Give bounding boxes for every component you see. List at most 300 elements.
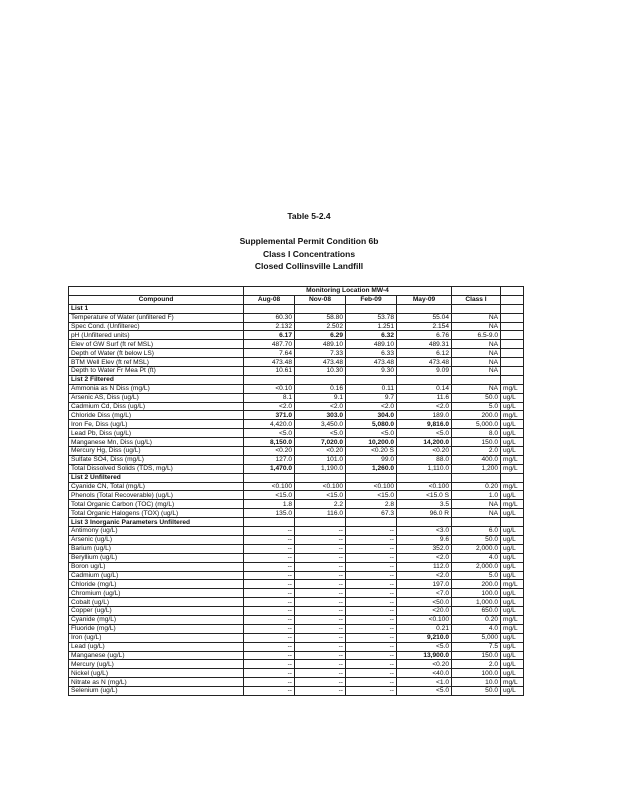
empty-cell — [397, 375, 452, 384]
unit-cell: ug/L — [501, 509, 524, 518]
compound-cell: Chloride (mg/L) — [69, 580, 244, 589]
value-cell: -- — [295, 544, 346, 553]
value-cell: <2.0 — [346, 402, 397, 411]
compound-cell: Cobalt (ug/L) — [69, 598, 244, 607]
unit-cell: ug/L — [501, 420, 524, 429]
value-cell: 10.0 — [452, 678, 501, 687]
unit-cell: ug/L — [501, 687, 524, 696]
column-header-row — [69, 295, 524, 304]
table-row — [69, 384, 524, 393]
value-cell: -- — [346, 669, 397, 678]
subtitle-line-1: Supplemental Permit Condition 6b — [239, 236, 379, 246]
value-cell: 303.0 — [295, 411, 346, 420]
compound-cell: Elev of GW Surf (ft ref MSL) — [69, 340, 244, 349]
value-cell: 9.30 — [346, 367, 397, 376]
table-row — [69, 562, 524, 571]
value-cell: <5.0 — [397, 687, 452, 696]
value-cell: <0.20 — [397, 447, 452, 456]
value-cell: 473.48 — [295, 358, 346, 367]
unit-cell: ug/L — [501, 553, 524, 562]
value-cell: -- — [244, 615, 295, 624]
value-cell: <0.100 — [397, 482, 452, 491]
value-cell: 9,210.0 — [397, 633, 452, 642]
value-cell: 5.0 — [452, 571, 501, 580]
value-cell: 4.0 — [452, 553, 501, 562]
unit-cell: ug/L — [501, 447, 524, 456]
value-cell: 473.48 — [244, 358, 295, 367]
unit-cell — [501, 340, 524, 349]
value-cell: 8.0 — [452, 429, 501, 438]
unit-cell: ug/L — [501, 589, 524, 598]
value-cell: 9.09 — [397, 367, 452, 376]
value-cell: <7.0 — [397, 589, 452, 598]
value-cell: <2.0 — [397, 571, 452, 580]
value-cell: 473.48 — [397, 358, 452, 367]
value-cell: 9.6 — [397, 535, 452, 544]
empty-cell — [397, 473, 452, 482]
value-cell: -- — [346, 607, 397, 616]
value-cell: <40.0 — [397, 669, 452, 678]
subtitle-line-2: Class I Concentrations — [262, 249, 356, 259]
value-cell: <0.100 — [295, 482, 346, 491]
compound-cell: Total Organic Halogens (TOX) (ug/L) — [69, 509, 244, 518]
compound-cell: Cadmium Cd, Diss (ug/L) — [69, 402, 244, 411]
unit-cell: ug/L — [501, 429, 524, 438]
empty-cell — [244, 518, 295, 527]
value-cell: <20.0 — [397, 607, 452, 616]
table-row — [69, 669, 524, 678]
value-cell: <0.20 — [397, 660, 452, 669]
value-cell: -- — [295, 607, 346, 616]
value-cell: <2.0 — [295, 402, 346, 411]
unit-cell — [501, 331, 524, 340]
value-cell: -- — [295, 660, 346, 669]
value-cell: -- — [346, 660, 397, 669]
unit-cell: ug/L — [501, 535, 524, 544]
value-cell: -- — [346, 544, 397, 553]
compound-cell: Phenols (Total Recoverable) (ug/L) — [69, 491, 244, 500]
table-row — [69, 527, 524, 536]
value-cell: 6.5-9.0 — [452, 331, 501, 340]
empty-cell — [295, 375, 346, 384]
value-cell: -- — [244, 562, 295, 571]
value-cell: -- — [346, 562, 397, 571]
value-cell: 5,080.0 — [346, 420, 397, 429]
value-cell: -- — [244, 598, 295, 607]
value-cell: -- — [295, 669, 346, 678]
value-cell: -- — [244, 624, 295, 633]
value-cell: 6.29 — [295, 331, 346, 340]
empty-cell — [397, 304, 452, 313]
table-row — [69, 367, 524, 376]
value-cell: -- — [244, 633, 295, 642]
value-cell: NA — [452, 358, 501, 367]
empty-cell — [501, 473, 524, 482]
value-cell: -- — [295, 589, 346, 598]
value-cell: 1,190.0 — [295, 464, 346, 473]
value-cell: NA — [452, 340, 501, 349]
value-cell: <5.0 — [346, 429, 397, 438]
value-cell: 1,000.0 — [452, 598, 501, 607]
value-cell: 58.80 — [295, 313, 346, 322]
table-row — [69, 633, 524, 642]
compound-cell: BTM Well Elev (ft ref MSL) — [69, 358, 244, 367]
table-row — [69, 642, 524, 651]
unit-cell: ug/L — [501, 669, 524, 678]
empty-cell — [346, 375, 397, 384]
empty-cell — [295, 518, 346, 527]
value-cell: <0.20 — [295, 447, 346, 456]
value-cell: 2.2 — [295, 500, 346, 509]
table-row — [69, 598, 524, 607]
unit-cell: mg/L — [501, 500, 524, 509]
table-row — [69, 500, 524, 509]
value-cell: 7,020.0 — [295, 438, 346, 447]
value-cell: -- — [295, 598, 346, 607]
value-cell: -- — [244, 589, 295, 598]
value-cell: -- — [244, 651, 295, 660]
value-cell: 50.0 — [452, 535, 501, 544]
compound-cell: Cyanide CN, Total (mg/L) — [69, 482, 244, 491]
value-cell: <50.0 — [397, 598, 452, 607]
empty-cell — [295, 473, 346, 482]
value-cell: 10.61 — [244, 367, 295, 376]
value-cell: -- — [346, 553, 397, 562]
empty-cell — [452, 518, 501, 527]
value-cell: 50.0 — [452, 393, 501, 402]
empty-cell — [501, 304, 524, 313]
compound-cell: Fluoride (mg/L) — [69, 624, 244, 633]
value-cell: NA — [452, 509, 501, 518]
value-cell: 2.502 — [295, 322, 346, 331]
table-row — [69, 455, 524, 464]
value-cell: -- — [244, 580, 295, 589]
value-cell: 135.0 — [244, 509, 295, 518]
value-cell: -- — [244, 687, 295, 696]
value-cell: -- — [346, 624, 397, 633]
table-row — [69, 624, 524, 633]
value-cell: -- — [295, 651, 346, 660]
value-cell: 304.0 — [346, 411, 397, 420]
value-cell: -- — [244, 571, 295, 580]
empty-cell — [452, 375, 501, 384]
table-row — [69, 402, 524, 411]
value-cell: 400.0 — [452, 455, 501, 464]
value-cell: 8,150.0 — [244, 438, 295, 447]
unit-cell: mg/L — [501, 678, 524, 687]
compound-cell: Boron ug/L) — [69, 562, 244, 571]
table-row — [69, 660, 524, 669]
value-cell: 189.0 — [397, 411, 452, 420]
value-cell: <15.0 — [244, 491, 295, 500]
table-row — [69, 553, 524, 562]
value-cell: 5.0 — [452, 402, 501, 411]
table-row — [69, 615, 524, 624]
value-cell: 4,420.0 — [244, 420, 295, 429]
value-cell: -- — [346, 571, 397, 580]
value-cell: 9,816.0 — [397, 420, 452, 429]
value-cell: <0.20 S — [346, 447, 397, 456]
table-row — [69, 358, 524, 367]
compound-cell: Depth to Water Fr Mea Pt (ft) — [69, 367, 244, 376]
col-header-nov-08: Nov-08 — [295, 295, 346, 304]
empty-cell — [346, 304, 397, 313]
unit-cell: ug/L — [501, 660, 524, 669]
value-cell: -- — [244, 527, 295, 536]
compound-cell: Lead (ug/L) — [69, 642, 244, 651]
value-cell: 0.20 — [452, 615, 501, 624]
table-row — [69, 393, 524, 402]
value-cell: <3.0 — [397, 527, 452, 536]
unit-cell: mg/L — [501, 455, 524, 464]
table-row — [69, 313, 524, 322]
unit-cell: ug/L — [501, 544, 524, 553]
value-cell: <0.100 — [244, 482, 295, 491]
compound-cell: Barium (ug/L) — [69, 544, 244, 553]
table-row — [69, 340, 524, 349]
unit-cell: mg/L — [501, 384, 524, 393]
section-label: List 2 Filtered — [69, 375, 244, 384]
value-cell: -- — [295, 571, 346, 580]
unit-cell: ug/L — [501, 651, 524, 660]
compound-cell: Beryllium (ug/L) — [69, 553, 244, 562]
value-cell: 55.04 — [397, 313, 452, 322]
value-cell: 1.251 — [346, 322, 397, 331]
compound-cell: Total Organic Carbon (TOC) (mg/L) — [69, 500, 244, 509]
section-label: List 1 — [69, 304, 244, 313]
empty-cell — [452, 304, 501, 313]
col-header-unit — [501, 295, 524, 304]
value-cell: 6.0 — [452, 527, 501, 536]
value-cell: 112.0 — [397, 562, 452, 571]
value-cell: 150.0 — [452, 438, 501, 447]
value-cell: -- — [295, 633, 346, 642]
table-row — [69, 678, 524, 687]
value-cell: 5,000.0 — [452, 420, 501, 429]
value-cell: -- — [295, 624, 346, 633]
table-row — [69, 482, 524, 491]
value-cell: -- — [346, 598, 397, 607]
table-row — [69, 331, 524, 340]
section-row — [69, 473, 524, 482]
value-cell: <5.0 — [397, 642, 452, 651]
value-cell: 2,000.0 — [452, 544, 501, 553]
compound-cell: Nickel (ug/L) — [69, 669, 244, 678]
value-cell: NA — [452, 349, 501, 358]
col-header-feb-09: Feb-09 — [346, 295, 397, 304]
compound-cell: Iron (ug/L) — [69, 633, 244, 642]
value-cell: <15.0 — [295, 491, 346, 500]
value-cell: -- — [295, 580, 346, 589]
compound-cell: Cadmium (ug/L) — [69, 571, 244, 580]
value-cell: -- — [346, 589, 397, 598]
value-cell: -- — [346, 678, 397, 687]
compound-cell: Antimony (ug/L) — [69, 527, 244, 536]
value-cell: 0.21 — [397, 624, 452, 633]
table-row — [69, 491, 524, 500]
unit-cell — [501, 358, 524, 367]
value-cell: -- — [346, 580, 397, 589]
table-row — [69, 447, 524, 456]
value-cell: -- — [295, 562, 346, 571]
value-cell: <2.0 — [397, 402, 452, 411]
compound-cell: Selenium (ug/L) — [69, 687, 244, 696]
value-cell: 53.78 — [346, 313, 397, 322]
value-cell: NA — [452, 322, 501, 331]
unit-cell: ug/L — [501, 571, 524, 580]
compound-cell: Arsenic AS, Diss (ug/L) — [69, 393, 244, 402]
value-cell: <5.0 — [244, 429, 295, 438]
value-cell: 150.0 — [452, 651, 501, 660]
value-cell: -- — [346, 527, 397, 536]
value-cell: 7.33 — [295, 349, 346, 358]
table-row — [69, 322, 524, 331]
table-row — [69, 607, 524, 616]
compound-cell: Chloride Diss (mg/L) — [69, 411, 244, 420]
compound-cell: Copper (ug/L) — [69, 607, 244, 616]
value-cell: 127.0 — [244, 455, 295, 464]
col-header-aug-08: Aug-08 — [244, 295, 295, 304]
table-row — [69, 535, 524, 544]
table-row — [69, 349, 524, 358]
value-cell: 0.11 — [346, 384, 397, 393]
compound-cell: Spec Cond. (Unfilterec) — [69, 322, 244, 331]
unit-cell: ug/L — [501, 491, 524, 500]
value-cell: <0.10 — [244, 384, 295, 393]
value-cell: -- — [295, 615, 346, 624]
value-cell: 8.1 — [244, 393, 295, 402]
value-cell: 489.10 — [295, 340, 346, 349]
empty-cell — [397, 518, 452, 527]
table-row — [69, 429, 524, 438]
empty-cell — [295, 304, 346, 313]
value-cell: 5,000 — [452, 633, 501, 642]
value-cell: 3,450.0 — [295, 420, 346, 429]
compound-cell: Lead Pb, Diss (ug/L) — [69, 429, 244, 438]
unit-cell: mg/L — [501, 482, 524, 491]
section-row — [69, 518, 524, 527]
value-cell: -- — [244, 678, 295, 687]
section-row — [69, 375, 524, 384]
value-cell: -- — [244, 553, 295, 562]
compound-cell: pH (Unfiltered units) — [69, 331, 244, 340]
value-cell: -- — [346, 687, 397, 696]
unit-cell — [501, 367, 524, 376]
value-cell: 96.0 R — [397, 509, 452, 518]
value-cell: -- — [295, 553, 346, 562]
value-cell: <15.0 S — [397, 491, 452, 500]
value-cell: 650.0 — [452, 607, 501, 616]
value-cell: <0.100 — [346, 482, 397, 491]
value-cell: -- — [295, 687, 346, 696]
unit-cell: ug/L — [501, 438, 524, 447]
value-cell: 9.1 — [295, 393, 346, 402]
value-cell: 487.70 — [244, 340, 295, 349]
value-cell: 6.17 — [244, 331, 295, 340]
unit-cell: ug/L — [501, 402, 524, 411]
empty-cell — [346, 473, 397, 482]
value-cell: 100.0 — [452, 589, 501, 598]
col-header-may-09: May-09 — [397, 295, 452, 304]
unit-cell: ug/L — [501, 633, 524, 642]
value-cell: <5.0 — [397, 429, 452, 438]
value-cell: -- — [244, 669, 295, 678]
value-cell: NA — [452, 384, 501, 393]
compound-cell: Sulfate SO4, Diss (mg/L) — [69, 455, 244, 464]
unit-cell: ug/L — [501, 607, 524, 616]
value-cell: 0.20 — [452, 482, 501, 491]
value-cell: -- — [244, 535, 295, 544]
col-header-class-i: Class I — [452, 295, 501, 304]
value-cell: -- — [244, 642, 295, 651]
compound-cell: Mercury Hg, Diss (ug/L) — [69, 447, 244, 456]
value-cell: 2.0 — [452, 447, 501, 456]
value-cell: 2,000.0 — [452, 562, 501, 571]
value-cell: 2.0 — [452, 660, 501, 669]
value-cell: 60.30 — [244, 313, 295, 322]
table-row — [69, 420, 524, 429]
table-title: Table 5-2.4 — [287, 211, 331, 221]
value-cell: -- — [295, 535, 346, 544]
value-cell: 200.0 — [452, 411, 501, 420]
table-row — [69, 651, 524, 660]
value-cell: -- — [244, 660, 295, 669]
compound-cell: Iron Fe, Diss (ug/L) — [69, 420, 244, 429]
value-cell: -- — [295, 642, 346, 651]
unit-cell: ug/L — [501, 527, 524, 536]
value-cell: 200.0 — [452, 580, 501, 589]
unit-cell: mg/L — [501, 624, 524, 633]
value-cell: -- — [346, 651, 397, 660]
compound-cell: Arsenic (ug/L) — [69, 535, 244, 544]
value-cell: NA — [452, 500, 501, 509]
value-cell: 2.154 — [397, 322, 452, 331]
compound-cell: Total Dissolved Solids (TDS, mg/L) — [69, 464, 244, 473]
section-label: List 2 Unfiltered — [69, 473, 244, 482]
empty-cell — [244, 304, 295, 313]
empty-cell — [452, 473, 501, 482]
value-cell: 489.10 — [346, 340, 397, 349]
value-cell: 197.0 — [397, 580, 452, 589]
compound-cell: Nitrate as N (mg/L) — [69, 678, 244, 687]
value-cell: <2.0 — [244, 402, 295, 411]
value-cell: 14,200.0 — [397, 438, 452, 447]
value-cell: 6.12 — [397, 349, 452, 358]
value-cell: -- — [295, 527, 346, 536]
value-cell: 6.32 — [346, 331, 397, 340]
value-cell: 6.33 — [346, 349, 397, 358]
unit-cell: mg/L — [501, 580, 524, 589]
value-cell: 473.48 — [346, 358, 397, 367]
value-cell: -- — [295, 678, 346, 687]
unit-cell — [501, 313, 524, 322]
location-header-row — [69, 287, 524, 296]
compound-cell: Chromium (ug/L) — [69, 589, 244, 598]
unit-cell: ug/L — [501, 598, 524, 607]
unit-cell: mg/L — [501, 615, 524, 624]
value-cell: 1.8 — [244, 500, 295, 509]
value-cell: 10.30 — [295, 367, 346, 376]
table-row — [69, 580, 524, 589]
value-cell: <15.0 — [346, 491, 397, 500]
value-cell: 88.0 — [397, 455, 452, 464]
value-cell: 7.5 — [452, 642, 501, 651]
value-cell: 3.5 — [397, 500, 452, 509]
value-cell: 7.64 — [244, 349, 295, 358]
unit-cell — [501, 349, 524, 358]
value-cell: 99.0 — [346, 455, 397, 464]
location-header: Monitoring Location MW-4 — [244, 287, 452, 296]
